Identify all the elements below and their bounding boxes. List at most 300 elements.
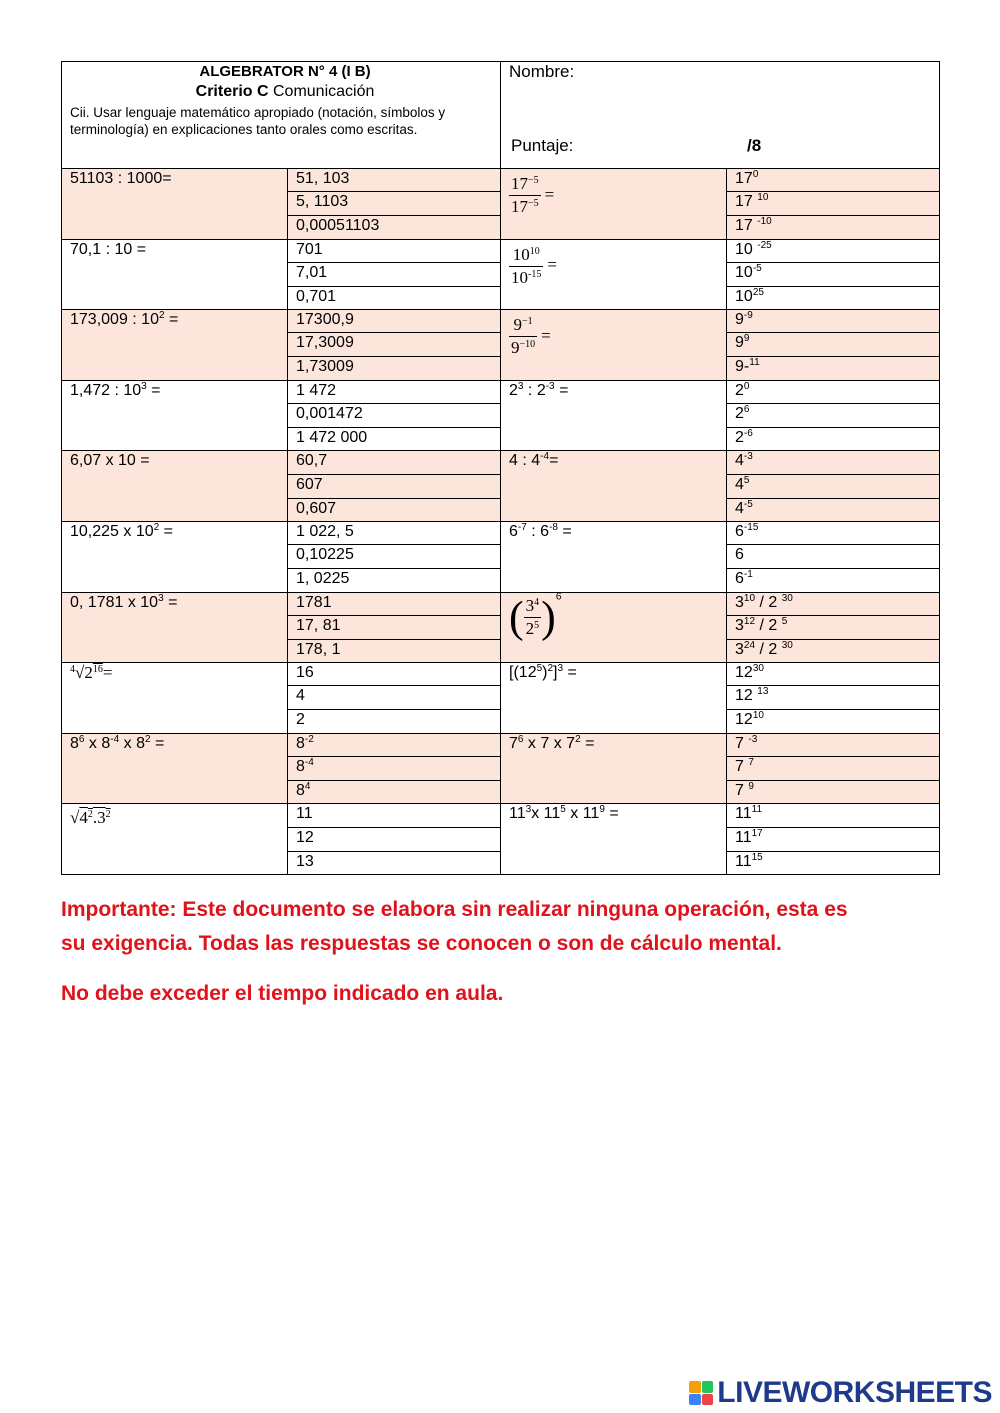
- exponent: 2: [547, 663, 554, 675]
- text: 4: [735, 499, 744, 517]
- exponent: 10: [752, 710, 764, 722]
- exponent: -4: [304, 757, 314, 769]
- exponent: -2: [304, 733, 314, 745]
- exponent: 5: [743, 474, 750, 486]
- text: 0,701: [296, 287, 337, 305]
- text: 3: [735, 616, 744, 634]
- left-question: [62, 663, 288, 734]
- text: 4: [735, 452, 744, 470]
- text: =: [554, 381, 569, 399]
- right-option[interactable]: [727, 262, 940, 286]
- radicand-exponent: 16: [92, 664, 103, 676]
- left-option[interactable]: [288, 192, 501, 216]
- left-question: [62, 169, 288, 240]
- left-option[interactable]: [288, 710, 501, 733]
- text: x 7 x 7: [523, 734, 576, 752]
- exponent: 10: [743, 592, 756, 604]
- exercise-row: [62, 521, 940, 544]
- left-option[interactable]: [288, 333, 501, 357]
- exponent: 3: [141, 380, 147, 392]
- numerator-exponent: −5: [528, 175, 539, 186]
- text: 2: [296, 711, 305, 729]
- text: 3: [735, 640, 744, 658]
- text: 9-: [735, 358, 750, 376]
- denominator: [509, 267, 543, 289]
- score-label: Puntaje:: [511, 136, 574, 155]
- right-option[interactable]: [727, 357, 940, 380]
- right-option[interactable]: [727, 404, 940, 428]
- text: 0,001472: [296, 405, 363, 423]
- name-label: Nombre:: [509, 62, 575, 81]
- right-option[interactable]: [727, 545, 940, 569]
- exponent: 3: [158, 592, 164, 604]
- text: 12: [735, 687, 758, 705]
- right-option[interactable]: [727, 781, 940, 804]
- text: 1781: [296, 593, 332, 611]
- left-question: [62, 310, 288, 381]
- text: 2: [509, 381, 518, 399]
- text: =: [159, 522, 173, 540]
- text: 1,472 : 10: [70, 381, 142, 399]
- left-option[interactable]: [288, 380, 501, 403]
- exponent: -3: [545, 380, 555, 392]
- text: 9: [735, 334, 744, 352]
- numerator: [509, 173, 541, 196]
- numerator: [524, 595, 542, 618]
- text: =: [146, 381, 161, 399]
- text: 607: [296, 475, 323, 493]
- exponent: 2: [575, 733, 581, 745]
- text: 2: [735, 405, 744, 423]
- left-option[interactable]: [288, 404, 501, 428]
- criterion-rest: Comunicación: [268, 83, 375, 100]
- text: 6: [509, 522, 518, 540]
- right-question: [501, 733, 727, 804]
- exponent: 3: [517, 380, 524, 392]
- text: 11: [296, 805, 313, 823]
- text: 6,07 x 10 =: [70, 452, 150, 470]
- numerator: [509, 314, 537, 337]
- radicand: [84, 663, 103, 682]
- right-option[interactable]: [727, 333, 940, 357]
- left-option[interactable]: [288, 286, 501, 309]
- exponent: 9: [599, 804, 605, 816]
- denominator: [524, 618, 542, 640]
- text: 7: [509, 734, 518, 752]
- left-question: [62, 804, 288, 875]
- student-info: [501, 62, 940, 169]
- time-note: No debe exceder el tiempo indicado en aula.: [61, 982, 504, 1005]
- exercise-row: [62, 663, 940, 686]
- fraction: [509, 314, 537, 359]
- right-option[interactable]: [727, 827, 940, 851]
- exponent: 30: [781, 592, 793, 604]
- right-option[interactable]: [727, 310, 940, 333]
- exercise-row: [62, 733, 940, 756]
- left-option[interactable]: [288, 428, 501, 451]
- right-option[interactable]: [727, 192, 940, 216]
- left-option[interactable]: [288, 851, 501, 874]
- text: x 11: [531, 805, 561, 823]
- exponent: 11: [749, 357, 760, 369]
- exponent: -9: [743, 310, 753, 322]
- equals-sign: =: [102, 663, 113, 683]
- exponent: 30: [781, 639, 793, 651]
- exponent: 0: [743, 380, 750, 392]
- exponent: 3: [525, 804, 532, 816]
- left-option[interactable]: [288, 733, 501, 756]
- exponent: 30: [752, 663, 764, 675]
- text: 6: [735, 570, 744, 588]
- text: =: [150, 734, 165, 752]
- criterion: [70, 82, 500, 102]
- right-option[interactable]: [727, 380, 940, 403]
- text: 5, 1103: [296, 193, 349, 211]
- header-info: [62, 62, 501, 169]
- exponent: 0: [752, 169, 759, 180]
- right-option[interactable]: [727, 592, 940, 615]
- text: 11: [509, 805, 526, 823]
- left-option[interactable]: [288, 474, 501, 498]
- left-question: [62, 451, 288, 522]
- exponent: 2: [158, 310, 165, 322]
- right-option[interactable]: [727, 686, 940, 710]
- text: 173,009 : 10: [70, 311, 159, 329]
- score-max: /8: [747, 136, 762, 155]
- text: 7: [735, 758, 749, 776]
- text: 1 022, 5: [296, 522, 354, 540]
- exponent: -25: [757, 239, 772, 251]
- exponent: 2: [153, 521, 160, 533]
- left-paren: (: [509, 592, 524, 642]
- left-question: [62, 733, 288, 804]
- exercise-row: [62, 451, 940, 474]
- exercise-row: [62, 380, 940, 403]
- text: 11: [735, 805, 752, 823]
- equals-sign: =: [547, 255, 557, 275]
- exponent: 25: [752, 286, 764, 298]
- right-question: [501, 663, 727, 734]
- denominator-base: 9: [511, 338, 520, 358]
- exercise-row: [62, 804, 940, 827]
- left-option[interactable]: [288, 239, 501, 262]
- text: 8: [296, 734, 305, 752]
- left-question: [62, 380, 288, 451]
- text: 7,01: [296, 263, 328, 281]
- text: =: [580, 734, 595, 752]
- text: 1,73009: [296, 358, 354, 376]
- exponent: -3: [748, 733, 758, 745]
- exponent: -15: [743, 521, 759, 533]
- left-option[interactable]: [288, 216, 501, 239]
- text: [(12: [509, 664, 537, 682]
- text: 2: [735, 429, 744, 447]
- text: 17: [735, 170, 753, 187]
- numerator-base: 3: [525, 595, 535, 615]
- text: =: [557, 522, 572, 540]
- text: x 8: [119, 734, 145, 752]
- text: =: [563, 664, 577, 682]
- left-option[interactable]: [288, 804, 501, 827]
- text: 12: [296, 828, 314, 846]
- square-root-expression: [70, 808, 111, 827]
- left-option[interactable]: [288, 262, 501, 286]
- text: 70,1 : 10 =: [70, 240, 147, 258]
- worksheet-title: ALGEBRATOR N° 4 (I B): [199, 63, 371, 80]
- radical-sign: √: [70, 808, 80, 828]
- radical-sign: √: [75, 663, 85, 683]
- right-option[interactable]: [727, 663, 940, 686]
- left-option[interactable]: [288, 615, 501, 639]
- exponent: 5: [781, 615, 788, 627]
- text: x 8: [84, 734, 111, 752]
- text: 10: [735, 240, 758, 258]
- denominator-exponent: −5: [528, 198, 539, 209]
- exponent: -3: [743, 451, 753, 463]
- right-option[interactable]: [727, 521, 940, 544]
- text: 3: [735, 593, 744, 611]
- right-question: [501, 592, 727, 663]
- text: 12: [735, 711, 753, 729]
- right-option[interactable]: [727, 239, 940, 262]
- text: 16: [296, 664, 314, 682]
- radicand-base: 2: [84, 663, 93, 683]
- text: 4: [296, 687, 305, 705]
- right-option[interactable]: [727, 216, 940, 239]
- text: / 2: [755, 640, 782, 658]
- exponent: 13: [757, 686, 769, 698]
- denominator-base: 17: [511, 197, 529, 216]
- header-row: [62, 62, 940, 169]
- exercise-row: [62, 592, 940, 615]
- text: 10,225 x 10: [70, 522, 154, 540]
- text: 12: [735, 664, 753, 682]
- exponent: 9: [743, 333, 750, 345]
- text: 1 472: [296, 381, 337, 399]
- denominator: [509, 196, 541, 218]
- numerator: [509, 244, 543, 267]
- note-line-2: su exigencia. Todas las respuestas se conocen o son de cálculo mental.: [61, 932, 782, 955]
- exponent: 24: [743, 639, 756, 651]
- exercise-row: [62, 239, 940, 262]
- left-option[interactable]: [288, 310, 501, 333]
- exponent: 6: [743, 404, 750, 416]
- exponent: -4: [110, 733, 120, 745]
- exponent: 9: [748, 781, 754, 793]
- text: =: [549, 452, 559, 470]
- left-option[interactable]: [288, 757, 501, 781]
- brand-name: LIVEWORKSHEETS: [717, 1376, 992, 1409]
- liveworksheets-icon: [689, 1381, 713, 1405]
- exercise-row: [62, 310, 940, 333]
- text: 11: [735, 828, 752, 846]
- right-question: [501, 169, 727, 240]
- right-question: [501, 310, 727, 381]
- outer-exponent: 6: [555, 591, 562, 603]
- right-question: [501, 521, 727, 592]
- exponent: 6: [517, 733, 524, 745]
- text: : 6: [526, 522, 550, 540]
- right-option[interactable]: [727, 286, 940, 309]
- note-line-1: Importante: Este documento se elabora sin realizar ninguna operación, esta es: [61, 898, 848, 921]
- left-option[interactable]: [288, 686, 501, 710]
- text: 4 : 4: [509, 452, 541, 470]
- denominator-base: 2: [525, 618, 535, 638]
- exponent: -1: [743, 569, 753, 581]
- exponent: 17: [751, 827, 763, 839]
- right-option[interactable]: [727, 733, 940, 756]
- text: 6: [735, 522, 744, 540]
- denominator-exponent: −10: [519, 339, 536, 351]
- exponent: 12: [743, 615, 756, 627]
- text: / 2: [755, 593, 782, 611]
- left-option[interactable]: [288, 569, 501, 592]
- text: 9: [735, 311, 744, 329]
- text: 51103 : 1000=: [70, 170, 172, 187]
- left-option[interactable]: [288, 639, 501, 662]
- numerator-base: 17: [511, 174, 529, 193]
- criterion-bold: Criterio C: [195, 83, 269, 100]
- right-option[interactable]: [727, 804, 940, 827]
- left-option[interactable]: [288, 545, 501, 569]
- text: : 2: [523, 381, 546, 399]
- numerator-base: 10: [512, 244, 530, 264]
- left-option[interactable]: [288, 498, 501, 521]
- fourth-root-expression: [70, 663, 112, 682]
- exponent: 6: [78, 733, 85, 745]
- text: =: [163, 593, 178, 611]
- text: 7: [735, 734, 749, 752]
- text: 11: [735, 852, 752, 870]
- right-option[interactable]: [727, 615, 940, 639]
- exponent: -5: [743, 498, 753, 510]
- numerator-base: 9: [513, 315, 523, 335]
- criterion-description: Cii. Usar lenguaje matemático apropiado (notación, símbolos y terminología) en explicaciones tanto orales como escritas.: [70, 105, 446, 137]
- left-question: [62, 239, 288, 310]
- left-option[interactable]: [288, 592, 501, 615]
- exercise-row: [62, 169, 940, 192]
- exponent: 2: [144, 733, 151, 745]
- text: x 11: [565, 805, 600, 823]
- exponent: 15: [751, 851, 763, 863]
- text: 51, 103: [296, 170, 350, 187]
- text: 2: [735, 381, 744, 399]
- radicand-term-b: 3: [97, 808, 106, 828]
- text: 8: [296, 758, 305, 776]
- exponent: -10: [757, 216, 772, 228]
- left-option[interactable]: [288, 827, 501, 851]
- right-paren: ): [541, 592, 556, 642]
- denominator: [509, 337, 537, 359]
- text: 17: [735, 217, 758, 235]
- exponent: 7: [748, 757, 754, 769]
- worksheet-table: [61, 61, 940, 875]
- left-option[interactable]: [288, 521, 501, 544]
- text: 60,7: [296, 452, 328, 470]
- equals-sign: =: [544, 184, 555, 204]
- text: 6: [735, 546, 744, 564]
- text: 13: [296, 852, 314, 870]
- left-option[interactable]: [288, 451, 501, 474]
- right-option[interactable]: [727, 639, 940, 662]
- text: 1, 0225: [296, 570, 350, 588]
- exponent: -8: [549, 521, 558, 533]
- text: 17: [735, 193, 758, 211]
- exponent: 5: [560, 804, 566, 816]
- right-option[interactable]: [727, 169, 940, 192]
- text: =: [604, 805, 619, 823]
- exponent: 11: [751, 804, 763, 816]
- right-question: [501, 804, 727, 875]
- right-option[interactable]: [727, 710, 940, 733]
- exponent: 4: [304, 781, 311, 793]
- right-option[interactable]: [727, 474, 940, 498]
- left-question: [62, 521, 288, 592]
- root-index: 4: [70, 664, 75, 676]
- radicand-term-a: 4: [79, 808, 88, 828]
- right-option[interactable]: [727, 569, 940, 592]
- equals-sign: =: [541, 325, 551, 345]
- text: 0, 1781 x 10: [70, 593, 159, 611]
- right-question: [501, 239, 727, 310]
- text: 7: [735, 782, 749, 800]
- text: 10: [735, 263, 753, 281]
- radicand: [79, 808, 110, 827]
- liveworksheets-logo: [689, 1376, 992, 1410]
- text: 0,607: [296, 499, 337, 517]
- text: 0,00051103: [296, 217, 380, 235]
- right-option[interactable]: [727, 451, 940, 474]
- right-option[interactable]: [727, 428, 940, 451]
- text: 701: [296, 240, 323, 258]
- text: 4: [735, 475, 744, 493]
- multiply-dot: .: [92, 808, 98, 828]
- text: 17,3009: [296, 334, 354, 352]
- exponent: -5: [752, 262, 762, 274]
- exponent: 5: [536, 663, 543, 675]
- text: =: [164, 311, 179, 329]
- text: 10: [735, 287, 753, 305]
- text: 0,10225: [296, 546, 354, 564]
- left-option[interactable]: [288, 663, 501, 686]
- right-option[interactable]: [727, 851, 940, 874]
- text: ]: [553, 664, 558, 682]
- left-option[interactable]: [288, 169, 501, 192]
- right-option[interactable]: [727, 498, 940, 521]
- left-option[interactable]: [288, 781, 501, 804]
- right-question: [501, 380, 727, 451]
- text: 17300,9: [296, 311, 354, 329]
- left-option[interactable]: [288, 357, 501, 380]
- exponent: 10: [757, 192, 769, 204]
- denominator-base: 10: [511, 267, 529, 287]
- fraction: [524, 595, 542, 640]
- important-note: [61, 893, 961, 961]
- denominator-exponent: -15: [528, 268, 542, 280]
- text: 1 472 000: [296, 429, 368, 447]
- text: 8: [296, 782, 305, 800]
- text: / 2: [755, 616, 782, 634]
- right-option[interactable]: [727, 757, 940, 781]
- denominator-exponent: 5: [534, 619, 540, 631]
- text: 8: [70, 734, 79, 752]
- radicand-exponent-a: 2: [87, 809, 93, 821]
- exponent: 3: [557, 663, 564, 675]
- left-question: [62, 592, 288, 663]
- numerator-exponent: 4: [534, 596, 540, 608]
- exponent: -4: [540, 451, 550, 463]
- radicand-exponent-b: 2: [105, 809, 111, 821]
